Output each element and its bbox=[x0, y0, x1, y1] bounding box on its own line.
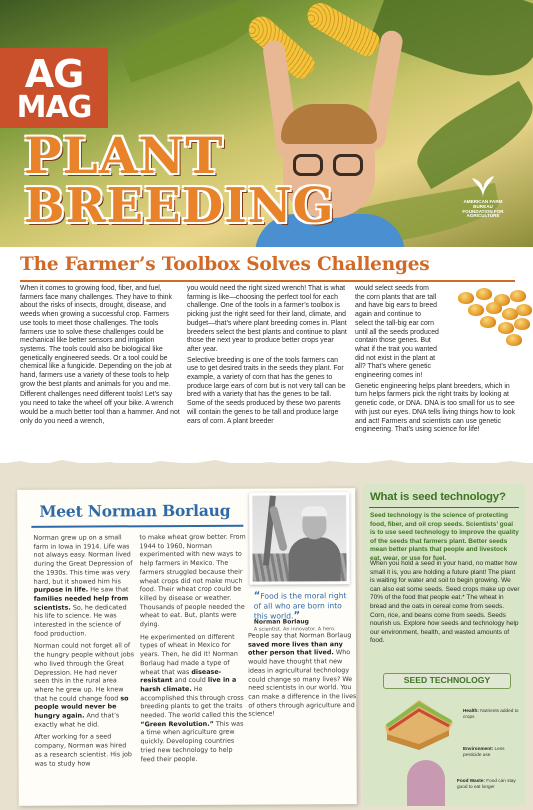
borlaug-column-3 bbox=[248, 631, 358, 723]
quote-name: Norman Borlaug bbox=[253, 618, 309, 626]
seed-technology-sidebar bbox=[363, 484, 525, 806]
paragraph: After working for a seed company, Norman was hired as a research scientist. His job was to study how bbox=[34, 732, 132, 768]
paragraph: People say that Norman Borlaug saved more lives than any other person that lived. Who would have thought that new ideas in agricultural technology could change so many lives? We need scientists in our world. You can make a difference in the lives of others through agriculture and science! bbox=[247, 631, 357, 719]
agmag-logo bbox=[0, 48, 108, 128]
sidebar-rule bbox=[369, 507, 519, 508]
health-label: Health: Nutrients added to crops bbox=[463, 708, 519, 719]
paragraph: Genetic engineering helps plant breeders, which in turn helps farmers pick the right traits by looking at genetic code, or DNA. DNA is too small for us to see with just our eyes. DNA tells living things how to look and act! Farmers and scientists can use genetic engineering. That’s using science for life! bbox=[355, 382, 516, 434]
headline-rule bbox=[20, 280, 515, 282]
borlaug-title: Meet Norman Borlaug bbox=[39, 500, 231, 521]
issue-title-line-1: PLANT bbox=[24, 126, 224, 185]
paragraph: Norman grew up on a small farm in Iowa in 1914. Life was not always easy. Norman lived during the Great Depression of the 1930s. This time was very hard, but it showed him his purpose in life. He saw that families needed help from scientists. So, he dedicated his life to science. He was interested in the science of food production. bbox=[33, 533, 133, 638]
borlaug-photo bbox=[249, 492, 349, 585]
borlaug-card bbox=[17, 488, 357, 806]
worm-icon bbox=[407, 760, 445, 806]
paragraph: Different challenges need different tools! Let’s say you need to take the wheel off your bike. A wrench would be a much better tool than a hammer. And not only do you need a wrench, bbox=[20, 391, 180, 425]
food-waste-label: Food Waste: Food can stay good to eat longer bbox=[457, 778, 516, 789]
environment-label: Environment: Less pesticide use bbox=[463, 746, 505, 757]
paragraph: Norman could not forget all of the hungry people without jobs who lived through the Great Depression. He had never seen this in the rural area where he grew up. He knew that he could change food so people would never be hungry again. And that’s exactly what he did. bbox=[33, 641, 135, 729]
paragraph: would select seeds from the corn plants that are tall and have big ears to breed again and continue to select the tall-big ear corn until all the seeds produced contain those genes. But what if the trait you wanted did not exist in the plant at all? That’s where genetic engineering comes in! bbox=[355, 285, 439, 380]
paragraph: When it comes to growing food, fiber, and fuel, farmers face many challenges. They have to think about the risks of insects, drought, disease, and weeds when growing a successful crop. Farmers use tools to meet those challenges. The tools farmers use to solve these challenges could be mechanical like better sensors and irrigation systems. The tools could also be biological like genetically engineered seeds. Or a tool could be chemical like a fungicide. Depending on the job at hand, farmers use a variety of these tools to help grow the best plants and animals for you and me. bbox=[20, 285, 172, 388]
seed-technology-banner: SEED TECHNOLOGY bbox=[383, 673, 511, 689]
sidebar-lead: Seed technology is the science of protecting food, fiber, and oil crop seeds. Scientists’ goal is to use seed technology to improve the quality of the seeds that farmers plant. Better seeds mean better plants that people and livestock eat, wear, or use for fuel. bbox=[370, 512, 519, 562]
borlaug-quote: “Food is the moral right of all who are born into this world.” bbox=[253, 590, 347, 622]
corn-leaf bbox=[117, 0, 262, 83]
sidebar-title: What is seed technology? bbox=[370, 491, 506, 503]
article-column-2 bbox=[187, 285, 347, 428]
paragraph: you would need the right sized wrench! That is what farming is like—choosing the perfect tool for each challenge. One of the tools in a farmer’s toolbox is picking just the right seed for their land, climate, and budget—that’s where plant breeding comes in. Plant breeders select the best plants and continue to plant those the next year to produce better crops year after year. bbox=[187, 285, 347, 353]
article-headline: The Farmer’s Toolbox Solves Challenges bbox=[20, 254, 430, 275]
issue-title-line-2: BREEDING bbox=[24, 178, 335, 234]
paragraph: Selective breeding is one of the tools farmers can use to get desired traits in the seeds they plant. For example, a variety of corn that has the genes to produce large ears of corn but is not very tall can be bred with a variety that has the genes to be tall. Some of the seeds produced by these two parents will contain the genes to be tall and produce large ears of corn. A plant breeder bbox=[187, 356, 346, 425]
logo-line-1: AG bbox=[24, 52, 84, 96]
borlaug-title-rule bbox=[31, 525, 243, 528]
borlaug-column-1 bbox=[33, 533, 134, 772]
corn-ear bbox=[303, 0, 384, 60]
sidebar-body bbox=[370, 560, 520, 649]
paragraph: to make wheat grow better. From 1944 to 1960, Norman experimented with new ways to help farmers in Mexico. The farmers struggled because their wheat crops did not make much food. Their wheat crop could be killed by disease or weather. Thousands of people needed the wheat to eat. But, plants were dying. bbox=[139, 532, 246, 629]
leaf-emblem-icon bbox=[469, 172, 497, 200]
paragraph: When you hold a seed in your hand, no matter how small it is, you are holding a future plant! The plant is waiting for water and soil to begin growing. We can also eat some seeds. Seed crops make up over 70% of the food that people eat.* The wheat in bread and the oats in cereal come from seeds. Corn, rice, and beans come from seeds. Seeds nourish us. Explore how seeds and technology help our environment, health, and wasted amounts of food. bbox=[370, 560, 520, 645]
afbf-logo bbox=[455, 172, 511, 219]
hero-photo bbox=[0, 0, 533, 247]
quote-role: A scientist. An innovator. A hero. bbox=[253, 626, 336, 633]
article-column-3 bbox=[355, 285, 518, 437]
sandwich-icon bbox=[379, 696, 459, 750]
article-column-1 bbox=[20, 285, 180, 428]
borlaug-column-2 bbox=[139, 533, 248, 768]
logo-line-2: MAG bbox=[16, 90, 92, 125]
paragraph: He experimented on different types of wheat in Mexico for years. Then, he did it! Norman Borlaug had made a type of wheat that was disease-resistant and could live in a harsh climate. He accomplished this through cross breeding plants to get the traits needed. The world called this the “Green Revolution.” This was a time when agriculture grew quickly. Developing countries tried new technology to help feed their people. bbox=[139, 632, 248, 763]
afbf-text-1: AMERICAN FARM BUREAU bbox=[463, 199, 503, 209]
afbf-text-2: FOUNDATION FOR AGRICULTURE bbox=[462, 208, 504, 219]
torn-edge bbox=[0, 456, 533, 470]
